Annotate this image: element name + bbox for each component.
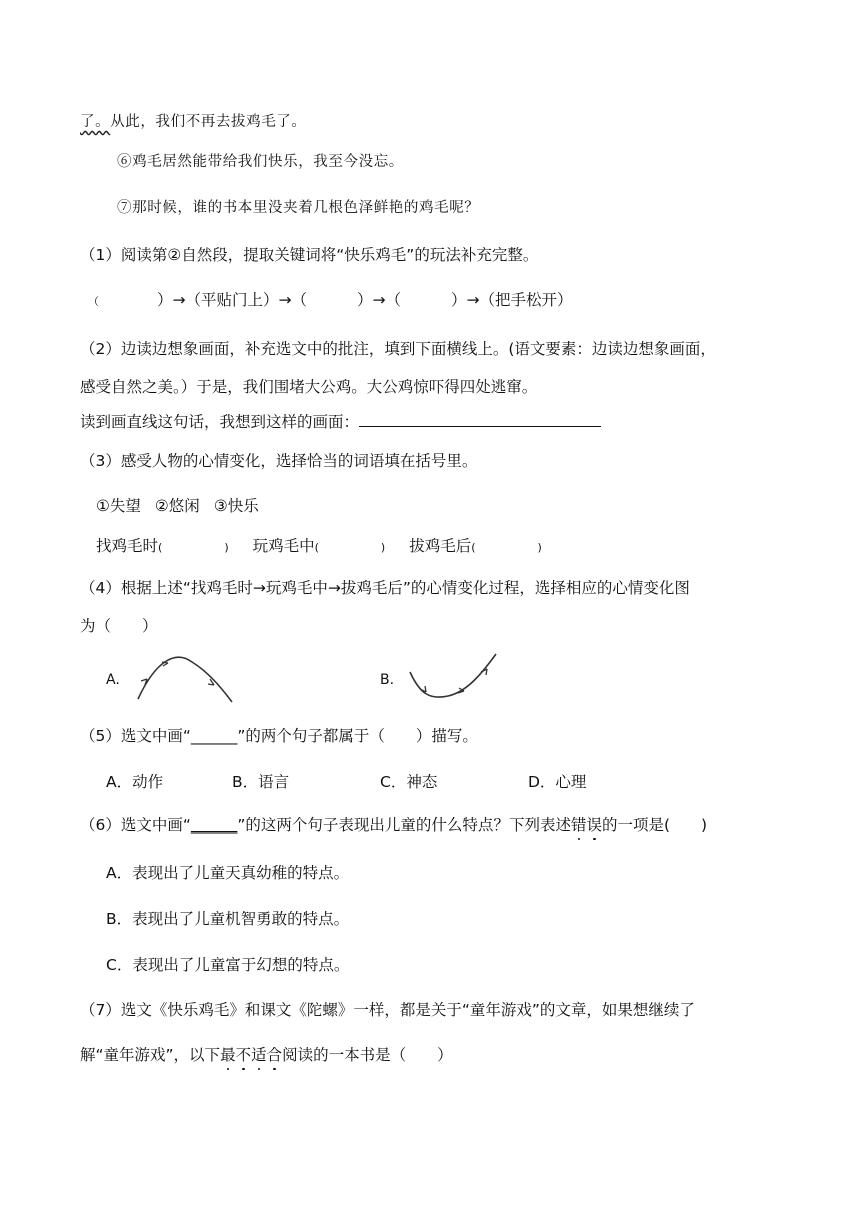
stage-3: 拔鸡毛后 [409,537,472,555]
question-1-flow: （ ）→（平贴门上）→（ ）→（ ）→（把手松开） [88,291,573,309]
q5-option-a: A．动作 [106,773,164,791]
wavy-underlined-text: 了。 [80,114,111,130]
option-3: ③快乐 [213,497,259,515]
emphasis-dot-char: 误 [586,816,602,834]
question-6-prompt: （6）选文中画“______”的这两个句子表现出儿童的什么特点？下列表述错误的一项是( ) [80,816,708,834]
passage-text: 从此，我们不再去拔鸡毛了。 [110,114,307,130]
option-a-label: A. [106,672,120,688]
question-3-options [96,496,259,516]
q6-option-a: A．表现出了儿童天真幼稚的特点。 [106,864,350,882]
question-7-prompt-line1: （7）选文《快乐鸡毛》和课文《陀螺》一样，都是关于“童年游戏”的文章，如果想继续了 [80,1001,695,1019]
q6-option-c: C．表现出了儿童富于幻想的特点。 [106,956,350,974]
emphasis-dot-char: 不 [235,1046,252,1064]
question-2-prompt-line1: （2）边读边想象画面，补充选文中的批注，填到下面横线上。(语文要素：边读边想象画面， [80,340,716,358]
passage-paragraph-7: ⑦那时候，谁的书本里没夹着几根色泽鲜艳的鸡毛呢？ [117,200,480,216]
q6-option-b: B．表现出了儿童机智勇敢的特点。 [106,910,350,928]
emphasis-dot-char: 适 [251,1046,267,1064]
question-4-prompt-line1: （4）根据上述“找鸡毛时→玩鸡毛中→拔鸡毛后”的心情变化过程，选择相应的心情变化图 [80,579,690,597]
q5-option-d: D．心理 [528,773,587,791]
emphasis-dot-char: 合 [266,1046,283,1064]
q5-option-b: B．语言 [232,773,290,791]
question-7-prompt-line2: 解“童年游戏”，以下最不适合阅读的一本书是（ ） [80,1046,453,1064]
question-2-prompt-line2: 感受自然之美。）于是，我们围堵大公鸡。大公鸡惊吓得四处逃窜。 [80,378,538,396]
q5-option-c: C．神态 [380,773,438,791]
stage-2: 玩鸡毛中 [252,537,315,555]
question-4-prompt-line2: 为（ ） [80,617,158,635]
emphasis-dot-char: 错 [570,816,587,834]
question-3-stages: 找鸡毛时( ) 玩鸡毛中( ) 拔鸡毛后( ) [96,537,542,555]
emphasis-dot-char: 最 [220,1046,236,1064]
mood-curve-a-diagram [134,652,234,704]
option-2: ②悠闲 [154,497,200,515]
question-5-prompt: （5）选文中画“______”的两个句子都属于（ ）描写。 [80,727,478,745]
question-2-answer-line: 读到画直线这句话，我想到这样的画面： [80,412,601,432]
stage-1: 找鸡毛时 [96,537,159,555]
question-1-prompt: （1）阅读第②自然段，提取关键词将“快乐鸡毛”的玩法补充完整。 [80,246,539,264]
question-3-prompt: （3）感受人物的心情变化，选择恰当的词语填在括号里。 [80,452,478,470]
passage-paragraph-6: ⑥鸡毛居然能带给我们快乐，我至今没忘。 [117,154,404,170]
option-b-label: B. [380,672,395,688]
mood-curve-b-diagram [408,652,500,702]
option-1: ①失望 [96,497,141,515]
answer-blank[interactable] [359,412,601,427]
question-5-options [106,772,586,792]
passage-line-5-end [80,112,307,132]
